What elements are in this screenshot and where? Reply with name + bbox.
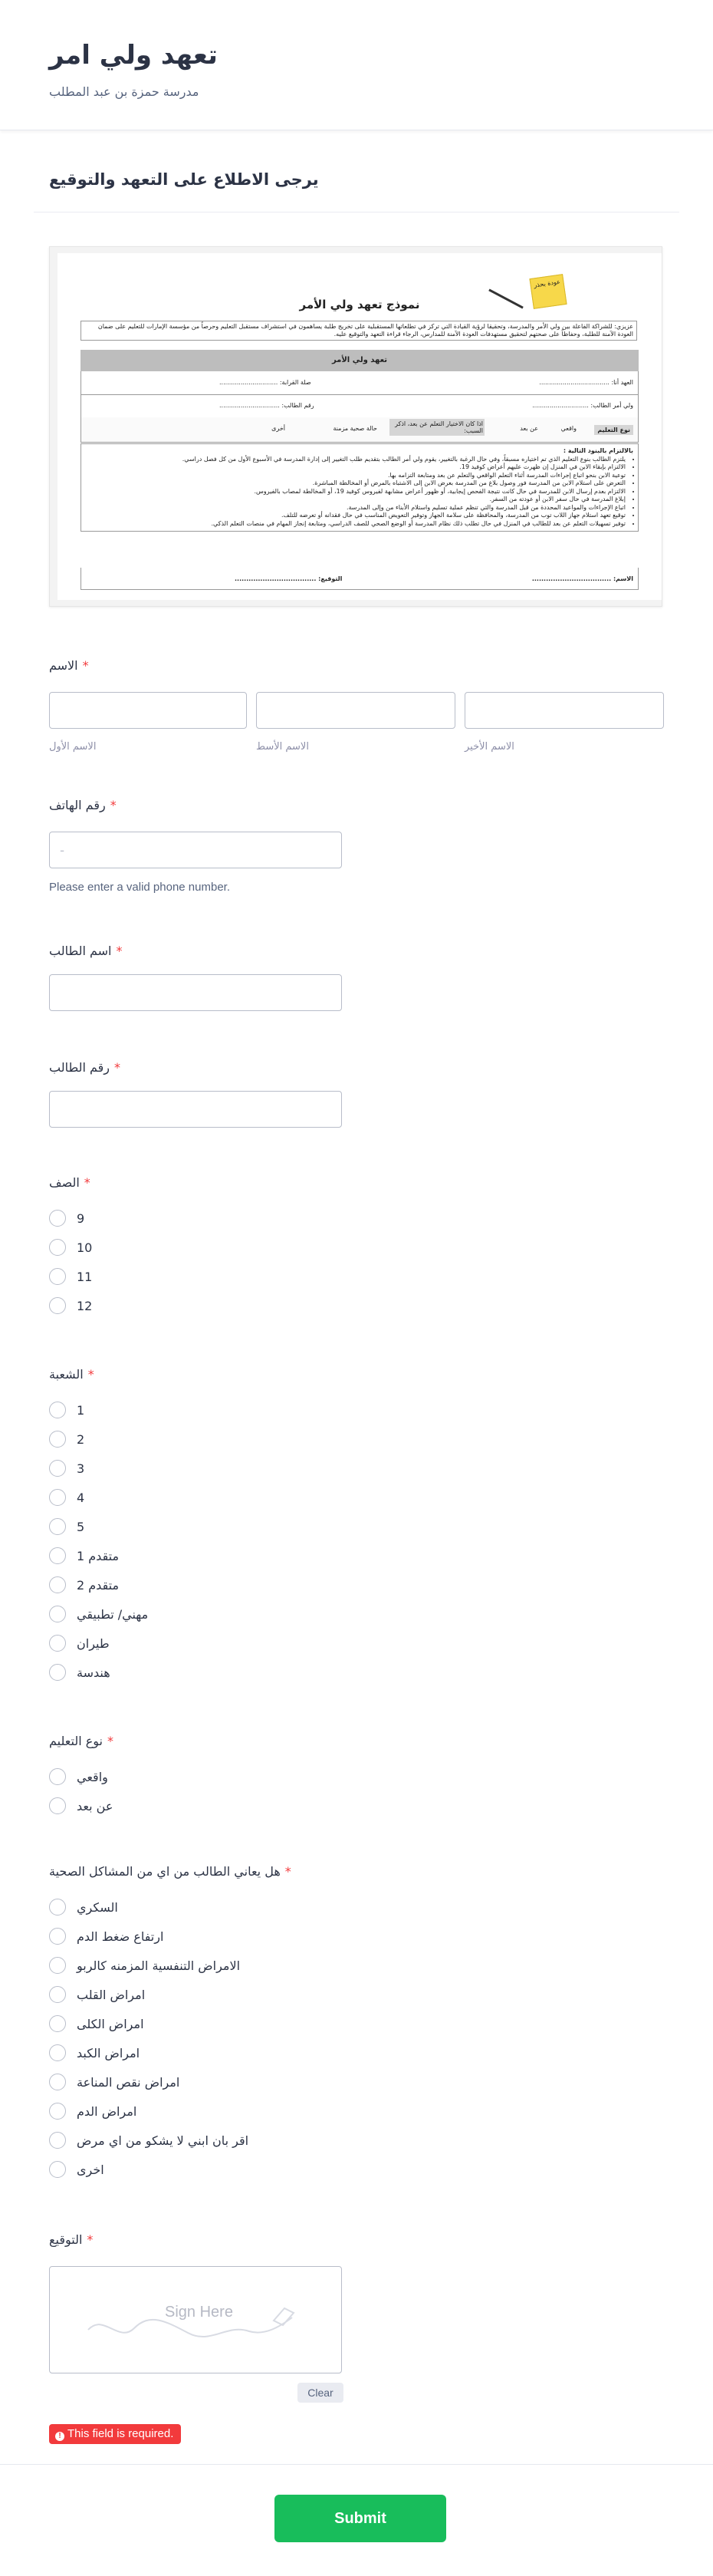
health-option[interactable] <box>49 1985 145 2004</box>
education-type-field <box>49 1734 356 1826</box>
radio-button[interactable] <box>49 1547 66 1564</box>
signature-field <box>49 2232 356 2455</box>
student-name-label <box>49 944 342 958</box>
radio-button[interactable] <box>49 1768 66 1785</box>
document-list-item: • اتباع الإجراءات والمواعيد المحددة من قبل المدرسة والتي تنظم عملية تسليم واستلام الأبناء من وإلى المدرسة. <box>86 504 626 512</box>
document-row2-right: ولي أمر الطالب: ............................. <box>532 402 633 409</box>
radio-button[interactable] <box>49 1460 66 1477</box>
document-list-item: • يلتزم الطالب بنوع التعليم الذي تم اختياره مسبقاً، وفي حال الرغبة بالتغيير، يقوم ولي أمر الطالب بتقديم طلب التغيير إلى إدارة المدرسة في الأسبوع الأول من كل فصل دراسي. <box>86 456 626 464</box>
clear-signature-button[interactable]: Clear <box>297 2383 343 2403</box>
health-option-label: امراض الكلى <box>77 2016 144 2031</box>
document-list-item: • توعية الابن بنحو اتباع إجراءات المدرسة أثناء التعلم الواقعي والتعلم عن بعد ومتابعة التزامه بها. <box>86 472 626 480</box>
student-number-input[interactable] <box>49 1091 342 1128</box>
document-list-item: • الالتزام بعدم إرسال الابن للمدرسة في حال كانت نتيجة الفحص إيجابية، أو ظهور أعراض مشابهة لفيروس كوفيد 19، أو المخالطة لمصاب بالفيروس. <box>86 488 626 496</box>
health-option-label: الامراض التنفسية المزمنه كالربو <box>77 1958 241 1973</box>
radio-button[interactable] <box>49 1239 66 1256</box>
document-list-item: • توقيع تعهد استلام جهاز اللاب توب من المدرسة، والمحافظة على سلامة الجهاز وتوفير التعويض المناسب في حال فقدانه أو تعرضه للتلف. <box>86 512 626 520</box>
student-name-label-text: اسم الطالب <box>49 944 112 958</box>
radio-button[interactable] <box>49 1402 66 1418</box>
signature-placeholder: Sign Here <box>165 2304 233 2321</box>
student-name-field <box>49 944 342 1020</box>
division-option-label: متقدم 1 <box>77 1548 120 1563</box>
division-option[interactable] <box>49 1517 84 1536</box>
health-option-label: امراض الكبد <box>77 2045 140 2060</box>
education-type-option-label: واقعي <box>77 1769 108 1784</box>
division-option-label: 5 <box>77 1519 85 1534</box>
grade-option[interactable] <box>49 1267 92 1286</box>
division-option-label: 1 <box>77 1402 85 1418</box>
sticky-note-icon: عودة بحذر <box>529 274 567 309</box>
footer-divider <box>0 2464 713 2465</box>
document-list-item: • إبلاغ المدرسة في حال سفر الابن أو عودته من السفر. <box>86 496 626 504</box>
radio-button[interactable] <box>49 1431 66 1448</box>
document-band: تعهد ولي الأمر <box>80 350 639 371</box>
health-option[interactable] <box>49 1898 118 1916</box>
division-option[interactable] <box>49 1401 84 1419</box>
radio-button[interactable] <box>49 1635 66 1652</box>
required-mark: * <box>82 658 89 673</box>
required-mark: * <box>87 2232 94 2247</box>
radio-button[interactable] <box>49 2103 66 2120</box>
radio-button[interactable] <box>49 1297 66 1314</box>
radio-button[interactable] <box>49 1797 66 1814</box>
division-option[interactable] <box>49 1663 110 1682</box>
signature-error <box>49 2424 181 2444</box>
middle-name-sublabel: الاسم الأسط <box>256 741 309 753</box>
grade-label-text: الصف <box>49 1175 80 1190</box>
health-option-label: اخرى <box>77 2162 104 2177</box>
health-option[interactable] <box>49 2102 136 2120</box>
health-option[interactable] <box>49 1927 163 1945</box>
division-option[interactable] <box>49 1605 148 1623</box>
grade-option-label: 10 <box>77 1240 93 1255</box>
document-list-item: • توفير تسهيلات التعلم عن بعد للطالب في المنزل في حال تطلب ذلك نظام المدرسة أو الوضع الصحي للصف الدراسي، ومتابعة إنجاز المهام في منصات التعلم الذكي. <box>86 520 626 529</box>
education-type-option[interactable] <box>49 1797 113 1815</box>
document-row-2 <box>80 394 639 418</box>
health-option[interactable] <box>49 1956 240 1975</box>
health-option[interactable] <box>49 2044 140 2062</box>
health-option-label: ارتفاع ضغط الدم <box>77 1929 164 1944</box>
radio-button[interactable] <box>49 1489 66 1506</box>
document-row3-opt4: أخرى <box>271 425 285 432</box>
division-option[interactable] <box>49 1430 84 1448</box>
document-list-title: بالالتزام بالبنود التالية : <box>563 447 633 454</box>
radio-button[interactable] <box>49 2044 66 2061</box>
student-number-field <box>49 1060 342 1137</box>
student-number-label <box>49 1060 342 1075</box>
phone-placeholder: ـ <box>61 842 64 854</box>
grade-option[interactable] <box>49 1238 92 1257</box>
division-field <box>49 1367 356 1689</box>
division-option[interactable] <box>49 1576 119 1594</box>
phone-hint: Please enter a valid phone number. <box>49 881 230 894</box>
document-row2-left: رقم الطالب: ............................... <box>219 402 314 409</box>
required-mark: * <box>284 1864 291 1879</box>
radio-button[interactable] <box>49 1899 66 1916</box>
last-name-sublabel: الاسم الأخير <box>465 741 514 753</box>
document-row3-opt2: عن بعد <box>520 425 538 432</box>
division-option[interactable] <box>49 1634 110 1652</box>
name-field <box>49 658 664 758</box>
division-option[interactable] <box>49 1547 119 1565</box>
form-subtitle: مدرسة حمزة بن عبد المطلب <box>49 84 199 99</box>
first-name-sublabel: الاسم الأول <box>49 741 97 753</box>
error-icon: ! <box>55 2432 64 2441</box>
division-option[interactable] <box>49 1459 84 1477</box>
phone-label-text: رقم الهاتف <box>49 798 106 812</box>
form-header <box>0 0 713 130</box>
division-label-text: الشعبة <box>49 1367 84 1382</box>
document-sign-row <box>80 568 639 590</box>
radio-button[interactable] <box>49 1957 66 1974</box>
pledge-document-image <box>49 246 662 607</box>
radio-button[interactable] <box>49 1210 66 1227</box>
document-row-3 <box>80 417 639 443</box>
phone-field <box>49 798 342 898</box>
name-label-text: الاسم <box>49 658 78 673</box>
document-list-item: • التعرض على استلام الابن من المدرسة فور وصول بلاغ من المدرسة بعرض الابن إلى الاشتباه بالمرض أو المخالطة المباشرة. <box>86 479 626 488</box>
form-title: تعهد ولي امر <box>49 40 218 71</box>
document-row3-mid: اذا كان الاختيار التعلم عن بعد، اذكر السبب: <box>389 419 485 436</box>
document-list <box>80 443 639 532</box>
grade-option[interactable] <box>49 1296 92 1315</box>
education-type-label-text: نوع التعليم <box>49 1734 103 1748</box>
health-option[interactable] <box>49 2014 144 2033</box>
document-sign-name: الاسم: .................................. <box>531 575 633 582</box>
required-mark: * <box>107 1734 113 1748</box>
document-list-item: • الالتزام بإبقاء الابن في المنزل إن ظهرت عليهم أعراض كوفيد 19. <box>86 463 626 472</box>
radio-button[interactable] <box>49 2132 66 2149</box>
radio-button[interactable] <box>49 2161 66 2178</box>
signature-label-text: التوقيع <box>49 2232 83 2247</box>
education-type-label <box>49 1734 356 1748</box>
health-option-label: امراض الدم <box>77 2103 137 2119</box>
health-option[interactable] <box>49 2160 104 2179</box>
education-type-option[interactable] <box>49 1767 108 1786</box>
document-row3-opt1: واقعي <box>560 425 577 432</box>
radio-button[interactable] <box>49 1576 66 1593</box>
division-option-label: 3 <box>77 1461 85 1476</box>
division-option-label: مهني/ تطبيقي <box>77 1606 149 1622</box>
division-option-label: متقدم 2 <box>77 1577 120 1593</box>
radio-button[interactable] <box>49 1986 66 2003</box>
document-row3-label: نوع التعليم <box>594 425 633 435</box>
radio-button[interactable] <box>49 1268 66 1285</box>
grade-option-label: 11 <box>77 1269 93 1284</box>
radio-button[interactable] <box>49 1606 66 1622</box>
health-option-label: اقر بان ابني لا يشكو من اي مرض <box>77 2133 249 2148</box>
submit-button[interactable]: Submit <box>274 2495 446 2542</box>
health-option[interactable] <box>49 2073 179 2091</box>
radio-button[interactable] <box>49 2015 66 2032</box>
grade-field <box>49 1175 356 1321</box>
document-row3-opt3: حالة صحية مزمنة <box>333 425 377 432</box>
document-sign-signature: التوقيع: ................................... <box>235 575 343 582</box>
document-list-items <box>86 456 633 529</box>
section-heading-text: يرجى الاطلاع على التعهد والتوقيع <box>49 170 319 189</box>
radio-button[interactable] <box>49 1928 66 1945</box>
health-option-label: امراض القلب <box>77 1987 146 2002</box>
pledge-document <box>58 253 662 600</box>
grade-label <box>49 1175 356 1190</box>
student-number-label-text: رقم الطالب <box>49 1060 110 1075</box>
radio-button[interactable] <box>49 2074 66 2090</box>
section-heading <box>34 130 679 212</box>
last-name-input[interactable] <box>465 692 664 729</box>
health-label <box>49 1864 432 1879</box>
document-title: نموذج تعهد ولي الأمر <box>299 298 420 311</box>
education-type-option-label: عن بعد <box>77 1798 113 1813</box>
required-mark: * <box>116 944 123 958</box>
radio-button[interactable] <box>49 1664 66 1681</box>
division-label <box>49 1367 356 1382</box>
required-mark: * <box>84 1175 90 1190</box>
phone-input[interactable] <box>49 832 342 868</box>
health-option-label: امراض نقص المناعة <box>77 2074 180 2090</box>
phone-label <box>49 798 342 812</box>
grade-option-label: 12 <box>77 1298 93 1313</box>
radio-button[interactable] <box>49 1518 66 1535</box>
grade-option[interactable] <box>49 1209 84 1227</box>
grade-option-label: 9 <box>77 1211 85 1226</box>
first-name-input[interactable] <box>49 692 247 729</box>
signature-pad[interactable] <box>49 2266 342 2373</box>
document-intro: عزيزي: للشراكة الفاعلة بين ولي الأمر والمدرسة، وتحقيقا لرؤية القيادة التي تركز في تطلعاتها المستقبلية على تخريج طلبة يساهمون في استشراف مستقبل التعليم وحرصاً من مؤسسة الإمارات للتعليم على ضمان العودة الآمنة للطلبة، وحفاظاً على صحتهم لتحقيق مستهدفات العودة الآمنة للمدارس، الرجاء قراءة التعهد والتوقيع عليه. <box>80 321 637 341</box>
health-option-label: السكري <box>77 1899 118 1915</box>
document-row-1 <box>80 371 639 395</box>
required-mark: * <box>87 1367 94 1382</box>
division-option-label: 4 <box>77 1490 85 1505</box>
division-option-label: هندسة <box>77 1665 110 1680</box>
health-field <box>49 1864 432 2186</box>
student-name-input[interactable] <box>49 974 342 1011</box>
signature-error-text: This field is required. <box>67 2427 174 2440</box>
health-option[interactable] <box>49 2131 248 2149</box>
required-mark: * <box>110 798 117 812</box>
document-row1-left: صلة القرابة: .............................. <box>219 379 311 386</box>
division-option-label: 2 <box>77 1431 85 1447</box>
document-row1-right: العهد أنا: .................................... <box>539 379 633 386</box>
division-option-label: طيران <box>77 1636 110 1651</box>
name-label <box>49 658 664 673</box>
signature-label <box>49 2232 356 2247</box>
middle-name-input[interactable] <box>256 692 455 729</box>
health-label-text: هل يعاني الطالب من اي من المشاكل الصحية <box>49 1864 281 1879</box>
required-mark: * <box>114 1060 121 1075</box>
division-option[interactable] <box>49 1488 84 1507</box>
